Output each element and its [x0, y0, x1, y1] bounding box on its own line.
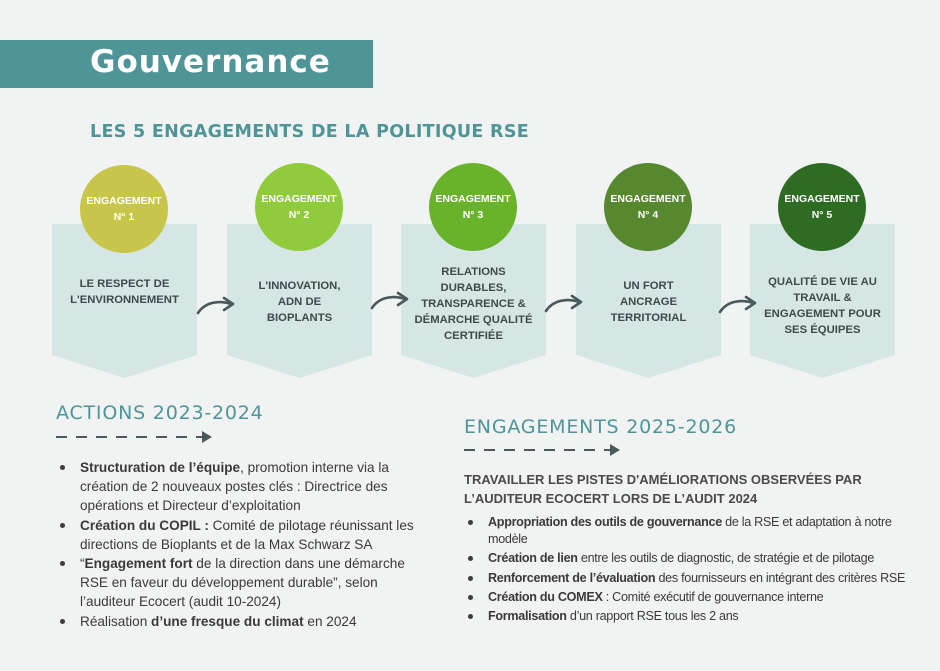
engagement-text: RELATIONS DURABLES, TRANSPARENCE & DÉMARCHE QUALITÉ CERTIFIÉE: [414, 266, 533, 342]
list-item: Formalisation d’un rapport RSE tous les 2 ans: [466, 608, 911, 625]
list-item: Création de lien entre les outils de diagnostic, de stratégie et de pilotage: [466, 550, 911, 567]
engagements-future-heading: TRAVAILLER LES PISTES D'AMÉLIORATIONS OBSERVÉES PAR L’AUDITEUR ECOCERT LORS DE L’AUDIT 2024: [464, 472, 862, 506]
actions-list: [58, 458, 423, 631]
engagement-text: L'INNOVATION, ADN DE BIOPLANTS: [258, 280, 341, 324]
engagement-circle-4: [604, 163, 692, 251]
list-item: Réalisation d’une fresque du climat en 2024: [58, 612, 423, 631]
dashed-arrow-icon: [56, 430, 216, 444]
engagement-label: ENGAGEMENT: [86, 195, 162, 207]
engagements-future-title: ENGAGEMENTS 2025-2026: [464, 416, 738, 438]
section-subtitle: LES 5 ENGAGEMENTS DE LA POLITIQUE RSE: [90, 122, 529, 142]
list-item: “Engagement fort de la direction dans une démarche RSE en faveur du développement durable”, selon l’auditeur Ecocert (audit 10-2024): [58, 554, 423, 612]
dashed-arrow-icon: [464, 443, 624, 457]
engagement-number: N° 1: [113, 211, 135, 223]
engagement-label: ENGAGEMENT: [261, 193, 337, 205]
engagements-future-list: [466, 514, 911, 627]
engagement-circle-1: [80, 165, 168, 253]
engagement-number: N° 5: [811, 209, 833, 221]
engagement-number: N° 2: [288, 209, 310, 221]
engagement-label: ENGAGEMENT: [784, 193, 860, 205]
list-item: Structuration de l’équipe, promotion interne via la création de 2 nouveaux postes clés : Directrice des opérations et Directeur d’exploitation: [58, 458, 423, 516]
engagement-circle-3: [429, 163, 517, 251]
engagement-circle-2: [255, 163, 343, 251]
engagement-text: LE RESPECT DE L'ENVIRONNEMENT: [70, 278, 179, 306]
engagement-text: UN FORT ANCRAGE TERRITORIAL: [610, 280, 687, 324]
engagement-text: QUALITÉ DE VIE AU TRAVAIL & ENGAGEMENT POUR SES ÉQUIPES: [764, 276, 881, 336]
engagement-number: N° 4: [637, 209, 659, 221]
list-item: Renforcement de l’évaluation des fournisseurs en intégrant des critères RSE: [466, 570, 911, 587]
curved-arrow-icon: [717, 293, 761, 317]
list-item: Création du COMEX : Comité exécutif de gouvernance interne: [466, 589, 911, 606]
engagement-label: ENGAGEMENT: [610, 193, 686, 205]
list-item: Appropriation des outils de gouvernance de la RSE et adaptation à notre modèle: [466, 514, 911, 548]
actions-title: ACTIONS 2023-2024: [56, 402, 264, 424]
list-item: Création du COPIL : Comité de pilotage réunissant les directions de Bioplants et de la Max Schwarz SA: [58, 516, 423, 554]
curved-arrow-icon: [543, 292, 587, 316]
engagement-number: N° 3: [462, 209, 484, 221]
curved-arrow-icon: [369, 289, 413, 313]
engagement-circle-5: [778, 163, 866, 251]
page-title: Gouvernance: [90, 44, 331, 80]
curved-arrow-icon: [195, 294, 239, 318]
engagement-label: ENGAGEMENT: [435, 193, 511, 205]
title-banner: [0, 40, 373, 88]
